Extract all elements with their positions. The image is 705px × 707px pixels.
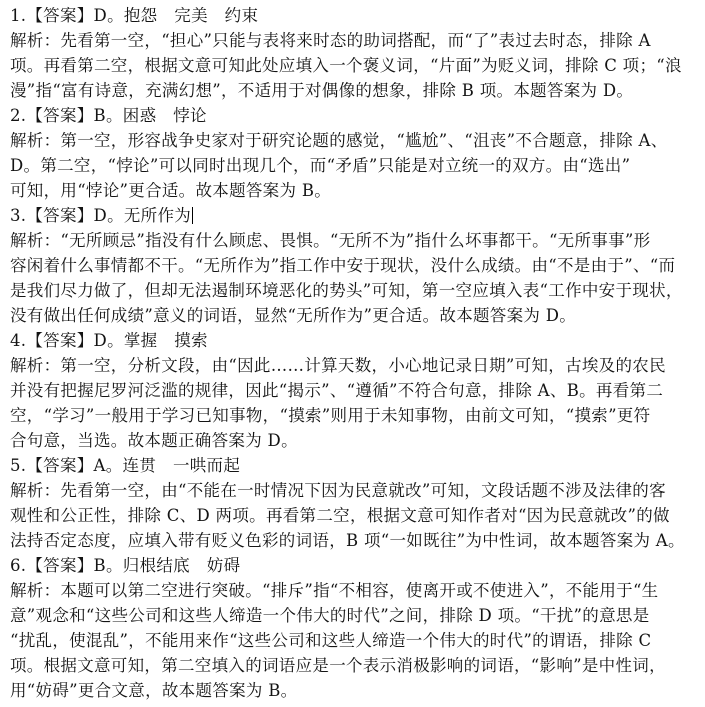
- analysis-line: 漫”指“富有诗意，充满幻想”，不适用于对偶像的想象，排除 B 项。本题答案为 D。: [10, 81, 634, 100]
- analysis-line: 空，“学习”一般用于学习已知事物，“摸索”则用于未知事物，由前文可知，“摸索”更符: [10, 406, 651, 425]
- analysis-line: 是我们尽力做了，但却无法遏制环境恶化的势头”可知，第一空应填入表“工作中安于现状，: [10, 281, 683, 300]
- analysis-line: 合句意，当选。故本题正确答案为 D。: [10, 431, 298, 450]
- question-5: [10, 453, 698, 553]
- analysis-line: D。第二空，“悖论”可以同时出现几个，而“矛盾”只能是对立统一的双方。由“选出”: [10, 156, 631, 175]
- analysis-line: 解析：第一空，形容战争史家对于研究论题的感觉，“尴尬”、“沮丧”不合题意，排除 A、: [10, 131, 668, 150]
- analysis-line: 解析：第一空，分析文段，由“因此……计算天数，小心地记录日期”可知，古埃及的农民: [10, 356, 666, 375]
- analysis-line: 意”观念和“这些公司和这些人缔造一个伟大的时代”之间，排除 D 项。“干扰”的意思是: [10, 606, 650, 625]
- analysis-line: 法持否定态度，应填入带有贬义色彩的词语，B 项“一如既往”为中性词，故本题答案为 A。: [10, 531, 685, 550]
- analysis-line: “扰乱，使混乱”，不能用来作“这些公司和这些人缔造一个伟大的时代”的谓语，排除 C: [10, 631, 652, 650]
- analysis-line: 解析：先看第一空，由“不能在一时情况下因为民意就改”可知，文段话题不涉及法律的客: [10, 481, 666, 500]
- question-6: [10, 553, 698, 703]
- analysis-line: 项。再看第二空，根据文意可知此处应填入一个褒义词，“片面”为贬义词，排除 C 项；“浪: [10, 56, 682, 75]
- answer-line: 5.【答案】A。连贯 一哄而起: [10, 456, 241, 475]
- text-cursor: [192, 207, 193, 224]
- analysis-line: 解析：先看第一空，“担心”只能与表将来时态的助词搭配，而“了”表过去时态，排除 A: [10, 31, 651, 50]
- question-4: [10, 328, 698, 453]
- analysis-line: 容闲着什么事情都不干。“无所作为”指工作中安于现状，没什么成绩。由“不是由于”、“而: [10, 256, 676, 275]
- answer-line-wrap[interactable]: [10, 203, 698, 228]
- analysis-line: 观性和公正性，排除 C、D 两项。再看第二空，根据文意可知作者对“因为民意就改”的做: [10, 506, 670, 525]
- analysis-line: 可知，用“悖论”更合适。故本题答案为 B。: [10, 181, 332, 200]
- question-1: [10, 3, 698, 103]
- analysis-line: 用“妨碍”更合文意，故本题答案为 B。: [10, 681, 298, 700]
- question-3: [10, 203, 698, 328]
- answer-document: [10, 3, 698, 703]
- answer-line: 2.【答案】B。困惑 悖论: [10, 106, 207, 125]
- analysis-line: 项。根据文意可知，第二空填入的词语应是一个表示消极影响的词语，“影响”是中性词，: [10, 656, 666, 675]
- answer-line: 1.【答案】D。抱怨 完美 约束: [10, 6, 259, 25]
- question-2: [10, 103, 698, 203]
- answer-line: 3.【答案】D。无所作为: [10, 206, 192, 225]
- analysis-line: 并没有把握尼罗河泛滥的规律，因此“揭示”、“遵循”不符合句意，排除 A、B。再看第二: [10, 381, 664, 400]
- analysis-line: 解析：“无所顾忌”指没有什么顾虑、畏惧。“无所不为”指什么坏事都干。“无所事事”形: [10, 231, 651, 250]
- answer-line: 4.【答案】D。掌握 摸索: [10, 331, 208, 350]
- answer-line: 6.【答案】B。归根结底 妨碍: [10, 556, 241, 575]
- analysis-line: 没有做出任何成绩”意义的词语，显然“无所作为”更合适。故本题答案为 D。: [10, 306, 577, 325]
- analysis-line: 解析：本题可以第二空进行突破。“排斥”指“不相容，使离开或不使进入”，不能用于“生: [10, 581, 659, 600]
